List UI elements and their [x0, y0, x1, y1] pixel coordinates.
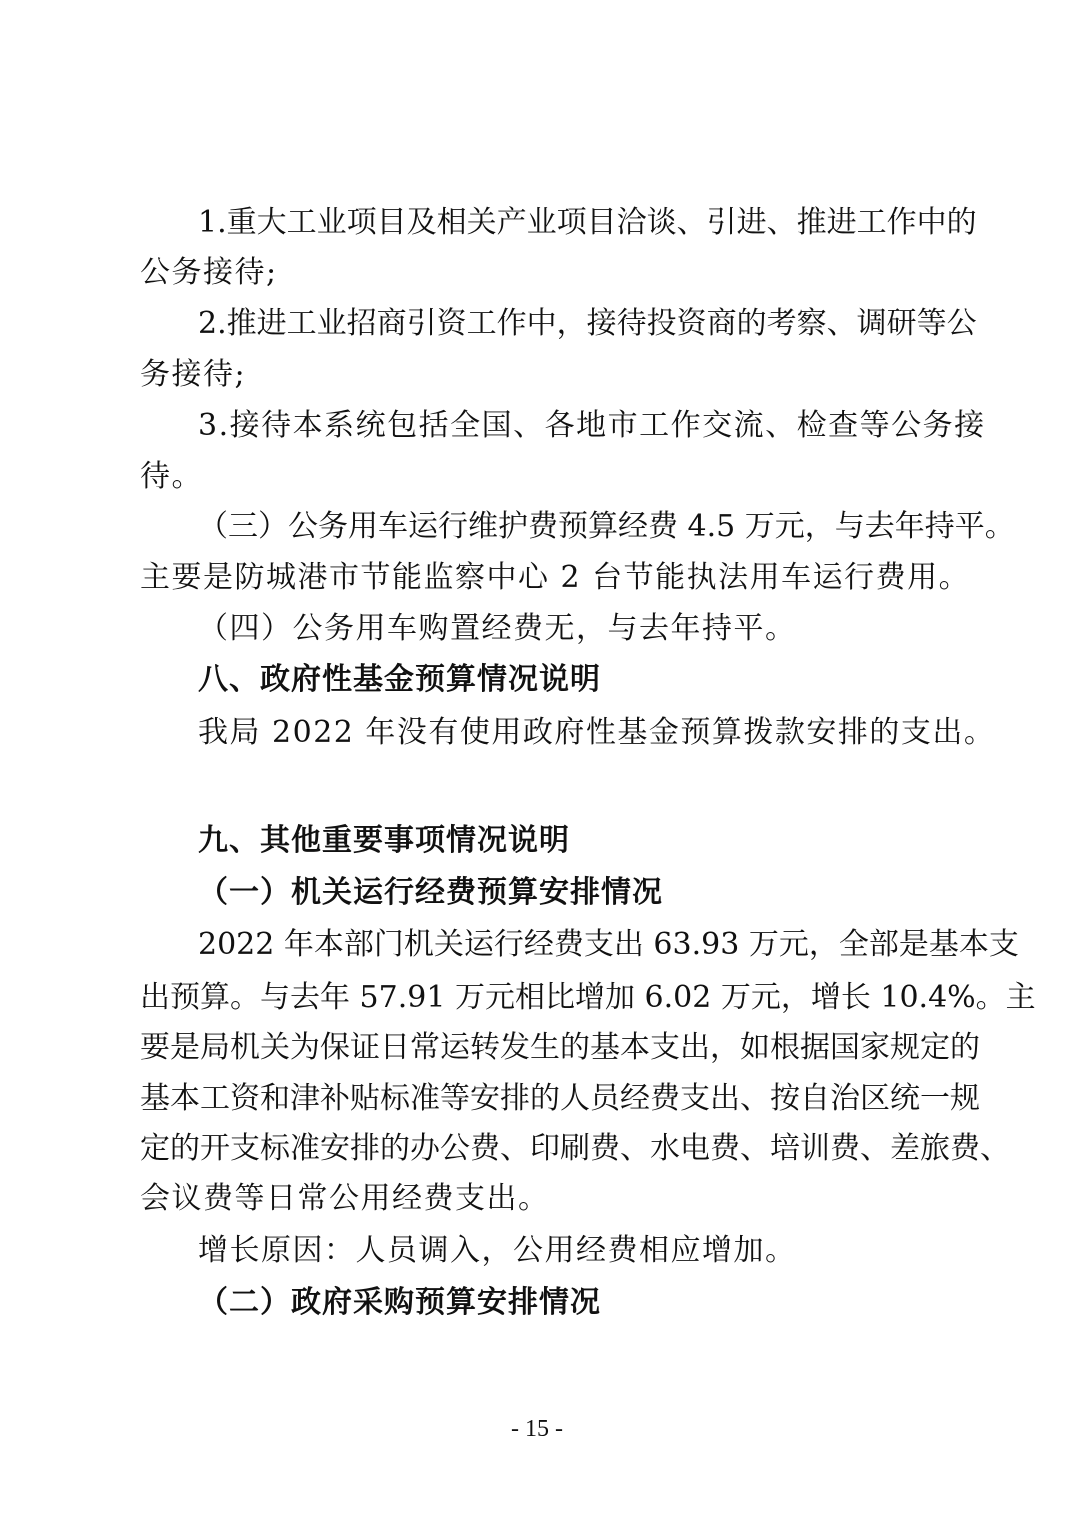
list-item-1-continued: 公务接待; [140, 255, 278, 290]
paragraph-operating-costs-line-6: 会议费等日常公用经费支出。 [140, 1181, 550, 1216]
paragraph-operating-costs-line-4: 基本工资和津补贴标准等安排的人员经费支出、按自治区统一规 [140, 1081, 980, 1116]
list-item-1: 1.重大工业项目及相关产业项目洽谈、引进、推进工作中的 [198, 205, 977, 240]
subsection-heading-1: （一）机关运行经费预算安排情况 [198, 875, 663, 910]
section-heading-8: 八、政府性基金预算情况说明 [198, 662, 601, 697]
paragraph-vehicle-purchase: （四）公务用车购置经费无，与去年持平。 [198, 611, 797, 646]
section-heading-9: 九、其他重要事项情况说明 [198, 823, 570, 858]
page-number: - 15 - [511, 1416, 563, 1442]
paragraph-vehicle-maintenance-continued: 主要是防城港市节能监察中心 2 台节能执法用车运行费用。 [140, 560, 971, 595]
list-item-2: 2.推进工业招商引资工作中，接待投资商的考察、调研等公 [198, 306, 977, 341]
paragraph-operating-costs-line-2: 出预算。与去年 57.91 万元相比增加 6.02 万元，增长 10.4%。主 [140, 980, 1036, 1015]
paragraph-growth-reason: 增长原因：人员调入，公用经费相应增加。 [198, 1233, 797, 1268]
list-item-3-continued: 待。 [140, 459, 203, 494]
subsection-heading-2: （二）政府采购预算安排情况 [198, 1285, 601, 1320]
paragraph-vehicle-maintenance: （三）公务用车运行维护费预算经费 4.5 万元，与去年持平。 [198, 509, 1015, 544]
paragraph-operating-costs-line-3: 要是局机关为保证日常运转发生的基本支出，如根据国家规定的 [140, 1030, 980, 1065]
list-item-3: 3.接待本系统包括全国、各地市工作交流、检查等公务接 [198, 408, 986, 443]
list-item-2-continued: 务接待; [140, 357, 247, 392]
paragraph-government-fund: 我局 2022 年没有使用政府性基金预算拨款安排的支出。 [198, 715, 996, 750]
paragraph-operating-costs-line-5: 定的开支标准安排的办公费、印刷费、水电费、培训费、差旅费、 [140, 1131, 1010, 1166]
paragraph-operating-costs: 2022 年本部门机关运行经费支出 63.93 万元，全部是基本支 [198, 927, 1019, 962]
